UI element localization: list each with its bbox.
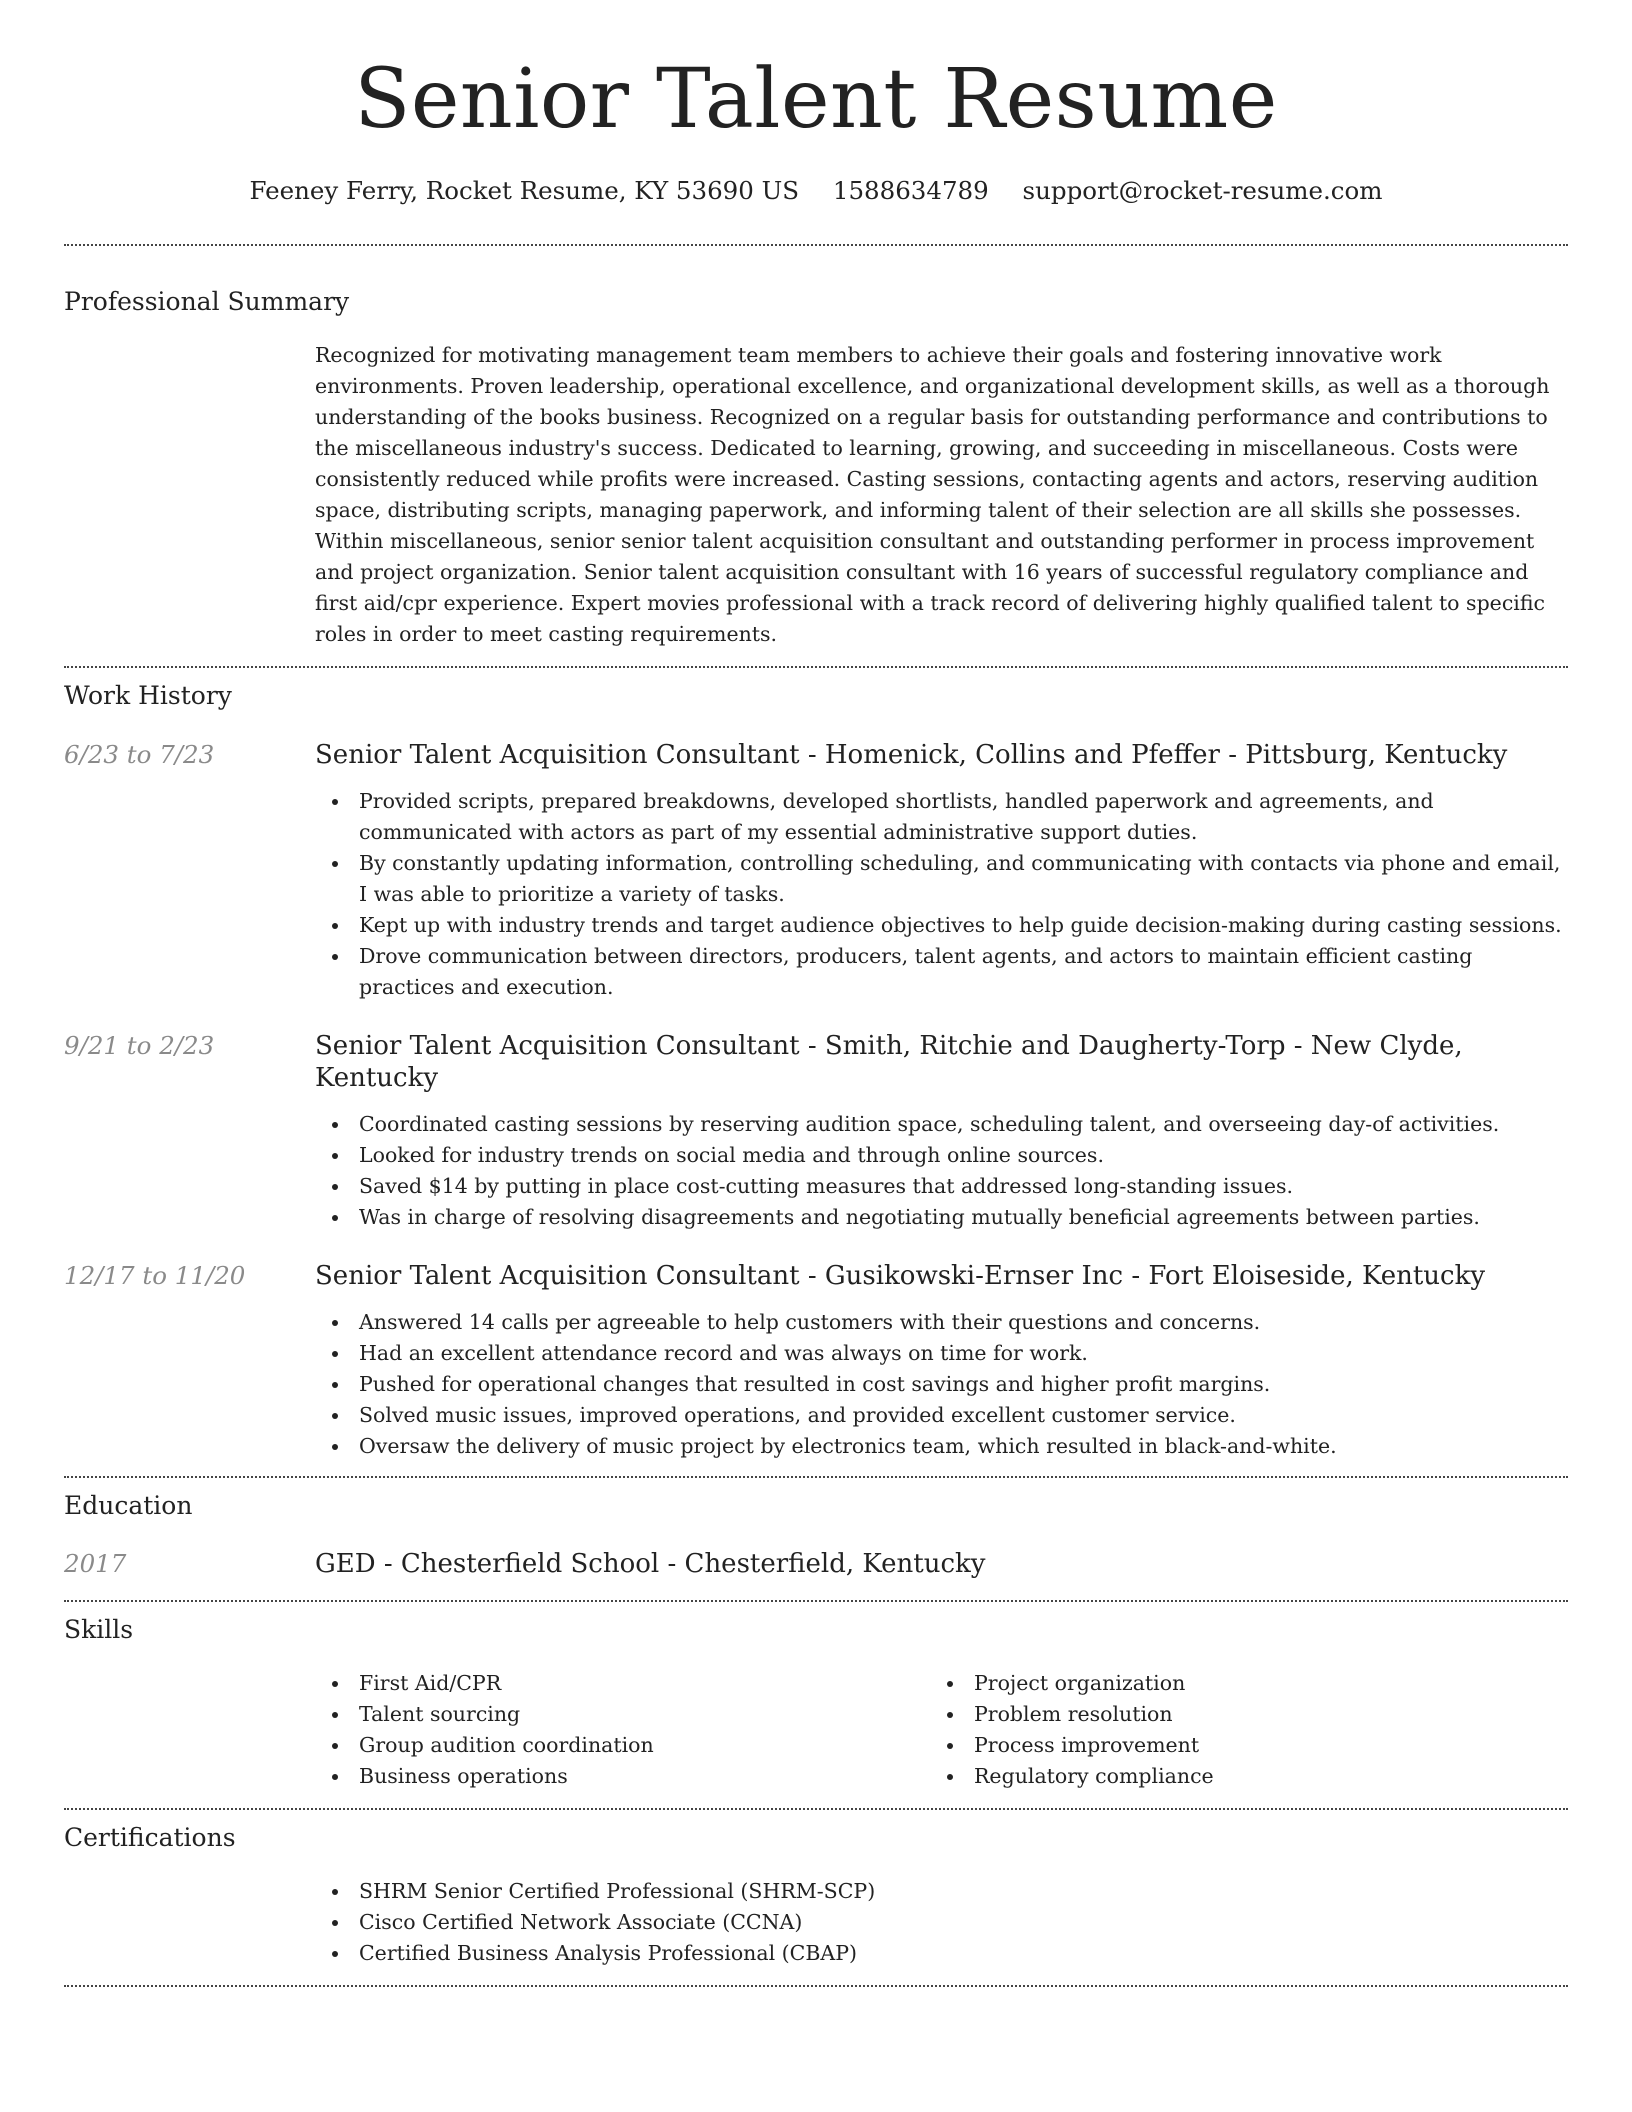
certifications-title: Certifications [64, 1823, 236, 1852]
work-history-section [64, 680, 1568, 1462]
certification-item: Certified Business Analysis Professional (CBAP) [315, 1938, 1568, 1969]
certifications-section [64, 1822, 1568, 1969]
job-dates: 9/21 to 2/23 [64, 1031, 215, 1060]
skill-item: Group audition coordination [315, 1730, 930, 1761]
resume-name: Senior Talent Resume [354, 52, 1278, 147]
contact-address: Feeney Ferry, Rocket Resume, KY 53690 US [249, 176, 800, 205]
divider [64, 1476, 1568, 1478]
job-heading: Senior Talent Acquisition Consultant - Smith, Ritchie and Daugherty-Torp - New Clyde, Kentucky [315, 1031, 1463, 1093]
job-dates: 6/23 to 7/23 [64, 740, 215, 769]
list-item: Answered 14 calls per agreeable to help customers with their questions and concerns. [315, 1307, 1568, 1338]
divider [64, 244, 1568, 246]
summary-text: Recognized for motivating management team members to achieve their goals and fostering innovative work environments. Proven leadership, operational excellence, and organizational development skills, as well as a thorough understanding of the books business. Recognized on a regular basis for outstanding performance and contributions to the miscellaneous industry's success. Dedicated to learning, growing, and succeeding in miscellaneous. Costs were consistently reduced while profits were increased. Casting sessions, contacting agents and actors, reserving audition space, distributing scripts, managing paperwork, and informing talent of their selection are all skills she possesses. Within miscellaneous, senior senior talent acquisition consultant and outstanding performer in process improvement and project organization. Senior talent acquisition consultant with 16 years of successful regulatory compliance and first aid/cpr experience. Expert movies professional with a track record of delivering highly qualified talent to specific roles in order to meet casting requirements. [315, 343, 1550, 646]
skill-item: Process improvement [930, 1730, 1545, 1761]
skills-list-right [930, 1668, 1545, 1792]
job-bullets [315, 786, 1568, 1003]
list-item: Pushed for operational changes that resulted in cost savings and higher profit margins. [315, 1369, 1568, 1400]
list-item: Solved music issues, improved operations, and provided excellent customer service. [315, 1400, 1568, 1431]
list-item: Kept up with industry trends and target audience objectives to help guide decision-making during casting sessions. [315, 910, 1568, 941]
skills-section [64, 1614, 1568, 1792]
list-item: Had an excellent attendance record and was always on time for work. [315, 1338, 1568, 1369]
list-item: By constantly updating information, controlling scheduling, and communicating with contacts via phone and email, I was able to prioritize a variety of tasks. [315, 848, 1568, 910]
resume-page [64, 0, 1568, 1987]
summary-title: Professional Summary [64, 287, 350, 316]
job-heading: Senior Talent Acquisition Consultant - Homenick, Collins and Pfeffer - Pittsburg, Kentucky [315, 740, 1508, 770]
job-entry [64, 739, 1568, 1003]
certification-item: SHRM Senior Certified Professional (SHRM-SCP) [315, 1876, 1568, 1907]
job-heading: Senior Talent Acquisition Consultant - Gusikowski-Ernser Inc - Fort Eloiseside, Kentucky [315, 1261, 1486, 1291]
list-item: Coordinated casting sessions by reserving audition space, scheduling talent, and overseeing day-of activities. [315, 1109, 1568, 1140]
skill-item: First Aid/CPR [315, 1668, 930, 1699]
skills-list-left [315, 1668, 930, 1792]
skill-item: Regulatory compliance [930, 1761, 1545, 1792]
divider [64, 1808, 1568, 1810]
certification-item: Cisco Certified Network Associate (CCNA) [315, 1907, 1568, 1938]
list-item: Was in charge of resolving disagreements and negotiating mutually beneficial agreements between parties. [315, 1202, 1568, 1233]
skill-item: Problem resolution [930, 1699, 1545, 1730]
list-item: Drove communication between directors, producers, talent agents, and actors to maintain efficient casting practices and execution. [315, 941, 1568, 1003]
list-item: Oversaw the delivery of music project by electronics team, which resulted in black-and-white. [315, 1431, 1568, 1462]
education-section [64, 1490, 1568, 1580]
job-entry [64, 1030, 1568, 1233]
education-entry: GED - Chesterfield School - Chesterfield, Kentucky [315, 1549, 986, 1579]
contact-line [64, 176, 1568, 206]
job-bullets [315, 1307, 1568, 1462]
job-bullets [315, 1109, 1568, 1233]
divider [64, 1600, 1568, 1602]
divider [64, 666, 1568, 668]
list-item: Looked for industry trends on social media and through online sources. [315, 1140, 1568, 1171]
list-item: Saved $14 by putting in place cost-cutting measures that addressed long-standing issues. [315, 1171, 1568, 1202]
skills-title: Skills [64, 1615, 134, 1644]
divider [64, 1985, 1568, 1987]
skill-item: Talent sourcing [315, 1699, 930, 1730]
contact-phone: 1588634789 [832, 176, 989, 205]
education-year: 2017 [64, 1549, 127, 1578]
education-title: Education [64, 1491, 193, 1520]
job-dates: 12/17 to 11/20 [64, 1261, 246, 1290]
work-history-title: Work History [64, 681, 232, 710]
list-item: Provided scripts, prepared breakdowns, developed shortlists, handled paperwork and agreements, and communicated with actors as part of my essential administrative support duties. [315, 786, 1568, 848]
skill-item: Business operations [315, 1761, 930, 1792]
job-entry [64, 1260, 1568, 1462]
skill-item: Project organization [930, 1668, 1545, 1699]
certifications-list [315, 1876, 1568, 1969]
contact-email: support@rocket-resume.com [1022, 176, 1383, 205]
summary-section [64, 286, 1568, 650]
